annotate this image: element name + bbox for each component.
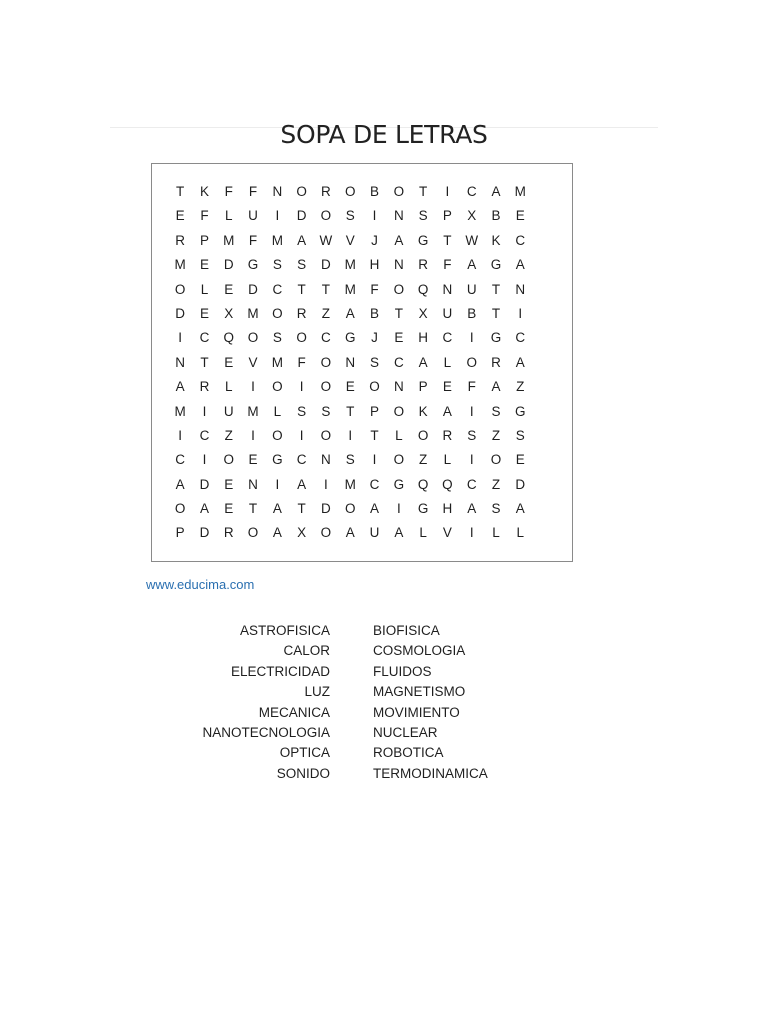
grid-letter: S: [515, 427, 525, 443]
grid-letter: E: [224, 476, 234, 492]
grid-letter: C: [369, 476, 380, 492]
grid-letter: J: [371, 330, 378, 346]
grid-letter: A: [394, 232, 404, 248]
grid-letter: M: [247, 305, 259, 321]
grid-letter: T: [370, 427, 379, 443]
grid-letter: F: [248, 184, 258, 199]
grid-letter: L: [395, 427, 403, 443]
grid-letter: E: [515, 208, 525, 224]
grid-letter: S: [491, 501, 501, 517]
grid-letter: A: [345, 305, 355, 321]
grid-letter: P: [175, 525, 185, 541]
grid-letter: I: [469, 452, 474, 468]
grid-letter: B: [370, 305, 380, 321]
grid-letter: C: [199, 427, 210, 443]
grid-letter: M: [247, 403, 259, 419]
grid-letter: L: [200, 281, 209, 297]
grid-letter: I: [348, 427, 353, 443]
grid-letter: T: [297, 501, 306, 517]
grid-letter: P: [442, 208, 452, 224]
grid-letter: C: [442, 330, 453, 346]
word-list-right: [373, 621, 488, 784]
grid-letter: M: [344, 476, 356, 492]
grid-letter: D: [321, 257, 331, 273]
grid-letter: A: [297, 476, 307, 492]
grid-letter: C: [515, 330, 526, 346]
grid-letter: Z: [418, 452, 428, 468]
grid-letter: S: [297, 403, 307, 419]
grid-letter: D: [515, 476, 526, 492]
grid-letter: F: [297, 354, 306, 370]
grid-letter: I: [372, 452, 377, 468]
grid-letter: O: [344, 501, 356, 517]
grid-letter: T: [443, 232, 452, 248]
grid-letter: O: [223, 452, 234, 468]
grid-letter: I: [324, 476, 328, 492]
grid-letter: U: [248, 208, 258, 224]
grid-letter: T: [346, 403, 355, 419]
word-list-item: FLUIDOS: [373, 663, 432, 679]
grid-letter: I: [202, 403, 207, 419]
grid-letter: S: [321, 403, 331, 419]
grid-letter: E: [199, 257, 209, 273]
grid-letter: T: [176, 184, 185, 199]
grid-letter: C: [296, 452, 307, 468]
grid-letter: I: [299, 427, 304, 443]
grid-letter: X: [297, 525, 307, 541]
grid-letter: A: [370, 501, 380, 517]
grid-letter: Z: [224, 427, 233, 443]
grid-letter: L: [273, 403, 282, 419]
grid-letter: I: [469, 403, 474, 419]
grid-letter: U: [442, 305, 453, 321]
word-list-item: BIOFISICA: [373, 623, 440, 638]
grid-letter: Z: [321, 305, 331, 321]
grid-letter: H: [418, 330, 428, 346]
grid-letter: L: [419, 525, 427, 541]
grid-letter: A: [442, 403, 452, 419]
grid-letter: G: [247, 257, 259, 273]
grid-letter: T: [248, 501, 258, 517]
grid-letter: M: [174, 257, 186, 273]
grid-letter: M: [271, 232, 283, 248]
grid-letter: F: [200, 208, 209, 224]
grid-letter: A: [467, 257, 477, 273]
grid-letter: O: [393, 184, 405, 199]
grid-letter: O: [466, 354, 477, 370]
grid-letter: K: [199, 184, 209, 199]
grid-letter: C: [393, 354, 404, 370]
grid-letter: O: [417, 427, 429, 443]
grid-letter: I: [202, 452, 207, 468]
word-list-item: LUZ: [304, 684, 330, 700]
word-list-item: TERMODINAMICA: [373, 765, 488, 781]
grid-letter: O: [393, 403, 405, 419]
grid-letter: E: [224, 281, 234, 297]
grid-letter: G: [490, 330, 502, 346]
grid-letter: Z: [491, 427, 501, 443]
grid-letter: B: [491, 208, 501, 224]
grid-letter: E: [199, 305, 209, 321]
grid-letter: U: [369, 525, 380, 541]
grid-letter: I: [445, 184, 450, 199]
grid-letter: E: [515, 452, 525, 468]
grid-letter: I: [275, 476, 280, 492]
grid-letter: O: [174, 501, 186, 517]
grid-letter: N: [393, 257, 404, 273]
grid-letter: O: [272, 305, 283, 321]
grid-letter: R: [175, 232, 186, 248]
grid-letter: F: [443, 257, 452, 273]
grid-letter: D: [321, 501, 331, 517]
grid-letter: B: [467, 305, 477, 321]
grid-letter: G: [490, 257, 502, 273]
grid-letter: A: [175, 476, 185, 492]
source-link[interactable]: www.educima.com: [146, 577, 255, 592]
grid-letter: L: [224, 208, 233, 224]
grid-letter: U: [223, 403, 234, 419]
letter-grid: [168, 180, 532, 546]
grid-letter: M: [344, 257, 356, 273]
grid-letter: M: [514, 184, 526, 199]
grid-letter: T: [418, 184, 428, 199]
grid-letter: R: [199, 379, 210, 395]
grid-letter: F: [224, 184, 233, 199]
grid-letter: C: [466, 184, 477, 199]
grid-letter: O: [320, 208, 332, 224]
grid-letter: T: [491, 281, 501, 297]
grid-letter: K: [491, 232, 501, 248]
grid-letter: N: [393, 379, 404, 395]
grid-letter: H: [442, 501, 453, 517]
grid-letter: M: [271, 354, 283, 370]
grid-letter: I: [299, 379, 304, 395]
grid-letter: N: [248, 476, 258, 492]
grid-letter: I: [396, 501, 401, 517]
grid-letter: M: [174, 403, 186, 419]
grid-letter: X: [224, 305, 234, 321]
grid-letter: X: [418, 305, 428, 321]
grid-letter: D: [199, 476, 210, 492]
grid-letter: N: [321, 452, 331, 468]
grid-letter: S: [467, 427, 477, 443]
grid-letter: I: [251, 379, 255, 395]
grid-letter: M: [344, 281, 356, 297]
grid-letter: T: [297, 281, 306, 297]
grid-letter: S: [370, 354, 380, 370]
grid-letter: J: [371, 232, 378, 248]
word-list-item: CALOR: [283, 643, 330, 659]
grid-letter: T: [200, 354, 209, 370]
grid-letter: H: [369, 257, 380, 273]
grid-letter: O: [490, 452, 502, 468]
grid-letter: I: [178, 330, 183, 346]
grid-letter: B: [370, 184, 380, 199]
grid-letter: D: [199, 525, 210, 541]
grid-letter: O: [247, 525, 259, 541]
grid-letter: D: [223, 257, 234, 273]
grid-letter: D: [175, 305, 186, 321]
word-list-item: ASTROFISICA: [239, 623, 330, 638]
grid-letter: R: [442, 427, 453, 443]
grid-letter: C: [515, 232, 526, 248]
grid-letter: I: [372, 208, 377, 224]
grid-letter: T: [491, 305, 501, 321]
grid-letter: A: [175, 379, 185, 395]
grid-letter: Q: [442, 476, 453, 492]
grid-letter: I: [275, 208, 280, 224]
grid-letter: O: [272, 379, 283, 395]
grid-letter: A: [418, 354, 428, 370]
grid-letter: P: [418, 379, 428, 395]
grid-letter: L: [443, 354, 452, 370]
grid-letter: E: [175, 208, 185, 224]
grid-letter: R: [491, 354, 501, 370]
grid-letter: R: [296, 305, 307, 321]
grid-letter: V: [248, 354, 258, 370]
grid-letter: O: [393, 452, 405, 468]
word-list-item: ELECTRICIDAD: [230, 663, 330, 679]
grid-letter: D: [296, 208, 307, 224]
grid-letter: G: [417, 501, 429, 517]
word-list-item: ROBOTICA: [373, 745, 444, 761]
grid-letter: A: [515, 501, 525, 517]
grid-letter: A: [345, 525, 355, 541]
grid-letter: V: [345, 232, 355, 248]
grid-letter: L: [492, 525, 500, 541]
grid-letter: E: [224, 501, 234, 517]
grid-letter: N: [175, 354, 186, 370]
grid-letter: C: [466, 476, 477, 492]
grid-letter: O: [320, 525, 332, 541]
grid-letter: G: [272, 452, 283, 468]
grid-letter: O: [272, 427, 283, 443]
grid-letter: V: [442, 525, 452, 541]
grid-letter: W: [319, 232, 333, 248]
grid-letter: Z: [491, 476, 501, 492]
grid-letter: O: [344, 184, 356, 199]
grid-letter: U: [466, 281, 477, 297]
grid-letter: M: [223, 232, 235, 248]
grid-letter: Q: [417, 476, 429, 492]
grid-letter: L: [224, 379, 233, 395]
grid-letter: R: [223, 525, 234, 541]
grid-letter: S: [345, 208, 355, 224]
page-title: SOPA DE LETRAS: [280, 120, 488, 149]
grid-letter: O: [247, 330, 259, 346]
word-list-item: NANOTECNOLOGIA: [202, 725, 330, 741]
grid-letter: T: [394, 305, 403, 321]
grid-letter: O: [369, 379, 380, 395]
grid-letter: E: [394, 330, 404, 346]
grid-letter: E: [224, 354, 234, 370]
word-list-item: COSMOLOGIA: [373, 643, 466, 659]
grid-letter: Z: [516, 379, 525, 395]
grid-letter: C: [321, 330, 331, 346]
grid-letter: N: [442, 281, 453, 297]
grid-letter: E: [442, 379, 452, 395]
word-list-item: MECANICA: [258, 704, 330, 720]
grid-letter: A: [297, 232, 307, 248]
grid-letter: A: [515, 354, 525, 370]
grid-letter: G: [344, 330, 356, 346]
grid-letter: N: [345, 354, 356, 370]
grid-letter: P: [370, 403, 380, 419]
grid-letter: O: [296, 184, 307, 199]
grid-letter: C: [272, 281, 283, 297]
grid-letter: A: [491, 184, 501, 199]
grid-letter: S: [418, 208, 428, 224]
grid-letter: A: [272, 501, 282, 517]
grid-letter: F: [370, 281, 379, 297]
grid-letter: G: [417, 232, 429, 248]
grid-letter: A: [199, 501, 209, 517]
grid-letter: A: [467, 501, 477, 517]
grid-letter: L: [516, 525, 525, 541]
grid-letter: Q: [223, 330, 234, 346]
grid-letter: S: [345, 452, 355, 468]
word-list-left: [202, 621, 330, 784]
grid-letter: O: [320, 427, 332, 443]
grid-letter: S: [272, 330, 282, 346]
word-list-item: MAGNETISMO: [373, 684, 466, 700]
grid-letter: T: [321, 281, 331, 297]
word-list-item: MOVIMIENTO: [373, 704, 460, 720]
grid-letter: A: [515, 257, 525, 273]
grid-letter: S: [272, 257, 282, 273]
grid-letter: G: [515, 403, 526, 419]
grid-letter: I: [178, 427, 183, 443]
grid-letter: R: [321, 184, 331, 199]
grid-letter: C: [175, 452, 186, 468]
grid-letter: S: [491, 403, 501, 419]
grid-letter: K: [418, 403, 428, 419]
grid-letter: D: [248, 281, 258, 297]
grid-letter: X: [467, 208, 477, 224]
grid-letter: R: [418, 257, 428, 273]
grid-letter: A: [491, 379, 501, 395]
grid-letter: N: [272, 184, 283, 199]
grid-letter: S: [297, 257, 307, 273]
word-list-item: SONIDO: [276, 765, 330, 781]
grid-letter: O: [174, 281, 186, 297]
grid-letter: L: [443, 452, 452, 468]
word-list-item: NUCLEAR: [373, 725, 438, 741]
grid-letter: O: [320, 354, 332, 370]
grid-letter: G: [393, 476, 405, 492]
grid-letter: Q: [417, 281, 429, 297]
grid-letter: W: [465, 232, 479, 248]
grid-letter: I: [469, 525, 474, 541]
grid-letter: F: [467, 379, 476, 395]
grid-letter: I: [251, 427, 255, 443]
grid-letter: P: [199, 232, 209, 248]
grid-letter: O: [320, 379, 332, 395]
word-list-item: OPTICA: [279, 745, 330, 761]
grid-letter: C: [199, 330, 210, 346]
grid-letter: F: [248, 232, 258, 248]
grid-letter: A: [394, 525, 404, 541]
grid-letter: A: [272, 525, 282, 541]
grid-letter: E: [345, 379, 355, 395]
grid-letter: O: [393, 281, 405, 297]
grid-letter: N: [393, 208, 404, 224]
grid-letter: N: [515, 281, 526, 297]
grid-letter: I: [518, 305, 523, 321]
grid-letter: O: [296, 330, 307, 346]
grid-letter: E: [248, 452, 258, 468]
grid-letter: I: [469, 330, 474, 346]
